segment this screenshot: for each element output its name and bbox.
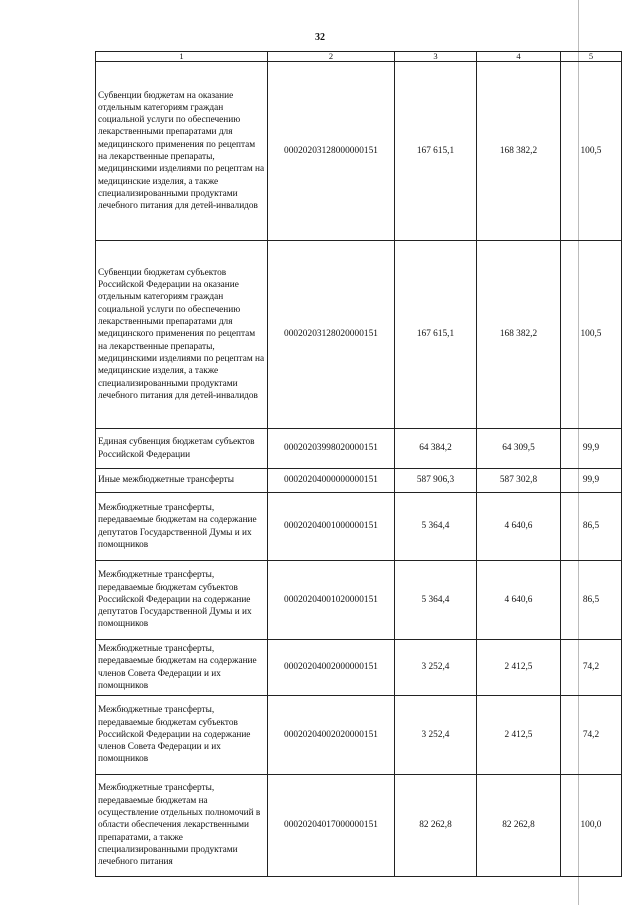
- row-plan: 587 906,3: [395, 469, 477, 493]
- column-header: 1: [96, 52, 268, 62]
- row-actual: 2 412,5: [477, 696, 561, 775]
- table-row: [96, 775, 622, 877]
- row-plan: 5 364,4: [395, 561, 477, 640]
- column-header: 2: [268, 52, 395, 62]
- row-percent: 100,0: [561, 775, 622, 877]
- row-actual: 168 382,2: [477, 241, 561, 429]
- row-actual: 4 640,6: [477, 493, 561, 561]
- row-name: Межбюджетные трансферты, передаваемые бюджетам субъектов Российской Федерации на содержание депутатов Государственной Думы и их помощников: [96, 561, 268, 640]
- budget-table: [95, 51, 622, 877]
- row-percent: 99,9: [561, 469, 622, 493]
- row-percent: 100,5: [561, 241, 622, 429]
- row-code: 00020204002020000151: [268, 696, 395, 775]
- row-name: Субвенции бюджетам субъектов Российской Федерации на оказание отдельным категориям граждан социальной услуги по обеспечению лекарственными препаратами для медицинского применения по рецептам на лекарственные препараты, медицинскими изделиями по рецептам на медицинские изделия, а также специализированными продуктами лечебного питания для детей-инвалидов: [96, 241, 268, 429]
- row-percent: 100,5: [561, 62, 622, 241]
- table-row: [96, 561, 622, 640]
- row-name: Субвенции бюджетам на оказание отдельным категориям граждан социальной услуги по обеспечению лекарственными препаратами для медицинского применения по рецептам на лекарственные препараты, медицинскими изделиями по рецептам на медицинские изделия, а также специализированными продуктами лечебного питания для детей-инвалидов: [96, 62, 268, 241]
- row-code: 00020203128020000151: [268, 241, 395, 429]
- row-code: 00020204001000000151: [268, 493, 395, 561]
- row-actual: 168 382,2: [477, 62, 561, 241]
- row-actual: 2 412,5: [477, 640, 561, 696]
- row-name: Межбюджетные трансферты, передаваемые бюджетам на содержание депутатов Государственной Думы и их помощников: [96, 493, 268, 561]
- column-header: 3: [395, 52, 477, 62]
- row-plan: 82 262,8: [395, 775, 477, 877]
- row-plan: 167 615,1: [395, 241, 477, 429]
- row-actual: 64 309,5: [477, 429, 561, 469]
- row-actual: 4 640,6: [477, 561, 561, 640]
- table-row: [96, 696, 622, 775]
- table-row: [96, 241, 622, 429]
- table-row: [96, 429, 622, 469]
- row-plan: 64 384,2: [395, 429, 477, 469]
- row-name: Иные межбюджетные трансферты: [96, 469, 268, 493]
- row-name: Межбюджетные трансферты, передаваемые бюджетам на содержание членов Совета Федерации и их помощников: [96, 640, 268, 696]
- row-code: 00020204000000000151: [268, 469, 395, 493]
- row-code: 00020203128000000151: [268, 62, 395, 241]
- row-code: 00020204017000000151: [268, 775, 395, 877]
- row-plan: 3 252,4: [395, 696, 477, 775]
- row-name: Межбюджетные трансферты, передаваемые бюджетам на осуществление отдельных полномочий в области обеспечения лекарственными препаратами, а также специализированными продуктами лечебного питания: [96, 775, 268, 877]
- table-row: [96, 493, 622, 561]
- table-row: [96, 469, 622, 493]
- row-percent: 86,5: [561, 561, 622, 640]
- row-actual: 587 302,8: [477, 469, 561, 493]
- row-percent: 74,2: [561, 696, 622, 775]
- row-plan: 5 364,4: [395, 493, 477, 561]
- row-code: 00020204002000000151: [268, 640, 395, 696]
- table-row: [96, 62, 622, 241]
- row-plan: 167 615,1: [395, 62, 477, 241]
- table-row: [96, 640, 622, 696]
- row-actual: 82 262,8: [477, 775, 561, 877]
- row-name: Единая субвенция бюджетам субъектов Российской Федерации: [96, 429, 268, 469]
- row-plan: 3 252,4: [395, 640, 477, 696]
- row-name: Межбюджетные трансферты, передаваемые бюджетам субъектов Российской Федерации на содержание членов Совета Федерации и их помощников: [96, 696, 268, 775]
- column-number-row: [96, 52, 622, 62]
- column-header: 5: [561, 52, 622, 62]
- row-percent: 86,5: [561, 493, 622, 561]
- page-number: 32: [315, 32, 325, 43]
- row-code: 00020204001020000151: [268, 561, 395, 640]
- row-code: 00020203998020000151: [268, 429, 395, 469]
- column-header: 4: [477, 52, 561, 62]
- row-percent: 99,9: [561, 429, 622, 469]
- row-percent: 74,2: [561, 640, 622, 696]
